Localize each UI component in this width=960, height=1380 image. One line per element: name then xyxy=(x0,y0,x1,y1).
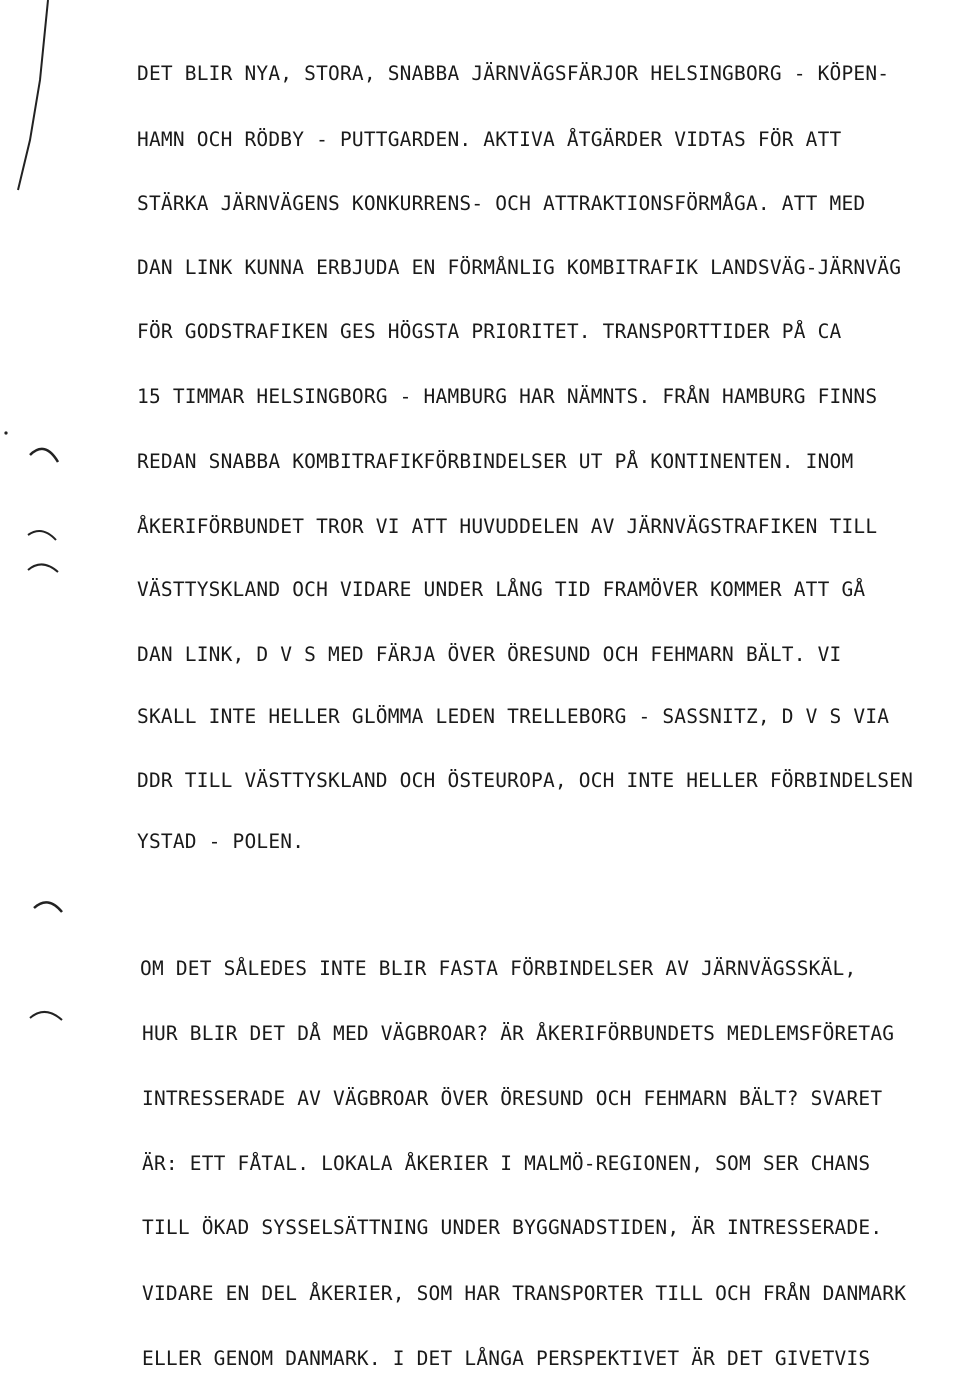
text-line: FÖR GODSTRAFIKEN GES HÖGSTA PRIORITET. TRANSPORTTIDER PÅ CA xyxy=(137,320,842,343)
text-line: DAN LINK KUNNA ERBJUDA EN FÖRMÅNLIG KOMBITRAFIK LANDSVÄG-JÄRNVÄG xyxy=(137,256,902,279)
text-line: DAN LINK, D V S MED FÄRJA ÖVER ÖRESUND OCH FEHMARN BÄLT. VI xyxy=(137,643,842,666)
text-line: ELLER GENOM DANMARK. I DET LÅNGA PERSPEKTIVET ÄR DET GIVETVIS xyxy=(142,1347,871,1370)
text-line: VÄSTTYSKLAND OCH VIDARE UNDER LÅNG TID FRAMÖVER KOMMER ATT GÅ xyxy=(137,578,866,601)
text-line: REDAN SNABBA KOMBITRAFIKFÖRBINDELSER UT PÅ KONTINENTEN. INOM xyxy=(137,450,854,473)
text-line: DET BLIR NYA, STORA, SNABBA JÄRNVÄGSFÄRJOR HELSINGBORG - KÖPEN- xyxy=(137,62,890,85)
text-line: OM DET SÅLEDES INTE BLIR FASTA FÖRBINDELSER AV JÄRNVÄGSSKÄL, xyxy=(140,957,857,980)
margin-stroke-icon xyxy=(0,0,120,1380)
text-line: ÄR: ETT FÅTAL. LOKALA ÅKERIER I MALMÖ-REGIONEN, SOM SER CHANS xyxy=(142,1152,871,1175)
text-line: ÅKERIFÖRBUNDET TROR VI ATT HUVUDDELEN AV JÄRNVÄGSTRAFIKEN TILL xyxy=(137,515,878,538)
text-line: DDR TILL VÄSTTYSKLAND OCH ÖSTEUROPA, OCH INTE HELLER FÖRBINDELSEN xyxy=(137,769,914,792)
text-line: YSTAD - POLEN. xyxy=(137,830,305,853)
text-line: 15 TIMMAR HELSINGBORG - HAMBURG HAR NÄMNTS. FRÅN HAMBURG FINNS xyxy=(137,385,878,408)
text-line: TILL ÖKAD SYSSELSÄTTNING UNDER BYGGNADSTIDEN, ÄR INTRESSERADE. xyxy=(142,1216,883,1239)
text-line: HUR BLIR DET DÅ MED VÄGBROAR? ÄR ÅKERIFÖRBUNDETS MEDLEMSFÖRETAG xyxy=(142,1022,895,1045)
text-line: STÄRKA JÄRNVÄGENS KONKURRENS- OCH ATTRAKTIONSFÖRMÅGA. ATT MED xyxy=(137,192,866,215)
text-line: SKALL INTE HELLER GLÖMMA LEDEN TRELLEBORG - SASSNITZ, D V S VIA xyxy=(137,705,890,728)
text-line: VIDARE EN DEL ÅKERIER, SOM HAR TRANSPORTER TILL OCH FRÅN DANMARK xyxy=(142,1282,907,1305)
text-line: HAMN OCH RÖDBY - PUTTGARDEN. AKTIVA ÅTGÄRDER VIDTAS FÖR ATT xyxy=(137,128,842,151)
text-line: INTRESSERADE AV VÄGBROAR ÖVER ÖRESUND OCH FEHMARN BÄLT? SVARET xyxy=(142,1087,883,1110)
